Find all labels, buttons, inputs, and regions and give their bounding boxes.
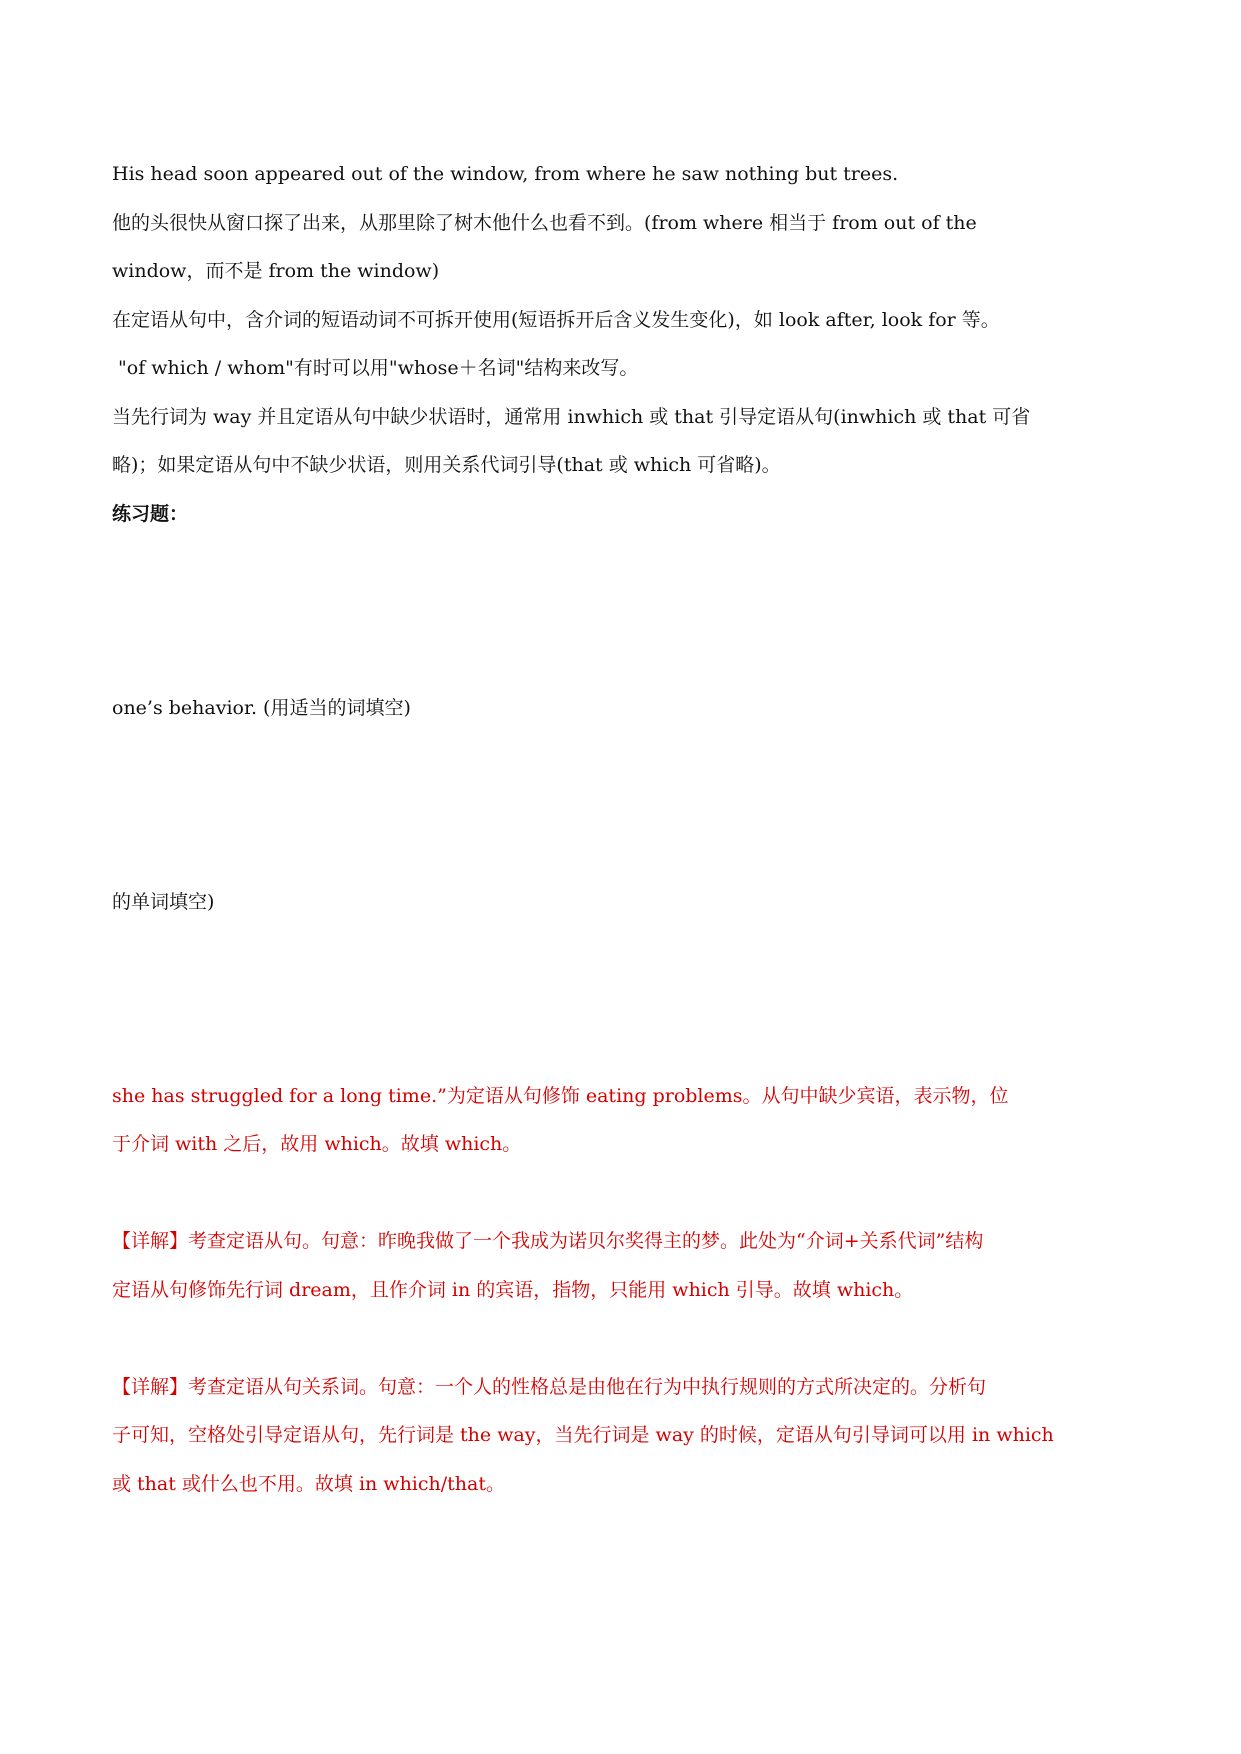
answer-22 (112, 1169, 1142, 1218)
question-21 (112, 538, 1142, 587)
intro-line-4: 在定语从句中，含介词的短语动词不可拆开使用(短语拆开后含义发生变化)，如 look after, look for 等。 (112, 308, 1000, 331)
intro-line-7: 略)；如果定语从句中不缺少状语，则用关系代词引导(that 或 which 可省略)。 (112, 454, 781, 476)
document-page (112, 150, 1142, 1605)
intro-line-5: "of which / whom"有时可以用"whose＋名词"结构来改写。 (112, 357, 639, 379)
answer-22-detail-1: 【详解】考查定语从句。句意：昨晚我做了一个我成为诺贝尔奖得主的梦。此处为“介词+关系代词”结构 (112, 1230, 984, 1252)
question-27 (112, 926, 1142, 975)
answer-24 (112, 1508, 1142, 1557)
question-23-cont: one’s behavior. (用适当的词填空) (112, 696, 411, 719)
answer-21 (112, 975, 1142, 1024)
answer-21-detail-3: 于介词 with 之后，故用 which。故填 which。 (112, 1133, 522, 1155)
answer-23 (112, 1314, 1142, 1363)
intro-line-3: window，而不是 from the window) (112, 260, 440, 282)
intro-line-1: His head soon appeared out of the window, from where he saw nothing but trees. (112, 163, 899, 185)
intro-line-6: 当先行词为 way 并且定语从句中缺少状语时，通常用 inwhich 或 that 引导定语从句(inwhich 或 that 可省 (112, 405, 1031, 428)
answer-22-detail-2: 定语从句修饰先行词 dream，且作介词 in 的宾语，指物，只能用 which 引导。故填 which。 (112, 1278, 914, 1301)
answer-21-detail-1 (112, 1023, 1142, 1072)
answer-23-detail-2: 子可知，空格处引导定语从句，先行词是 the way，当先行词是 way 的时候，定语从句引导词可以用 in which (112, 1424, 1054, 1446)
question-25 (112, 781, 1142, 830)
answer-21-detail-2: she has struggled for a long time.”为定语从句修饰 eating problems。从句中缺少宾语，表示物，位 (112, 1084, 1009, 1107)
answer-24-detail-1 (112, 1557, 1142, 1606)
question-26-cont: 的单词填空) (112, 890, 215, 913)
question-26 (112, 829, 1142, 878)
question-22 (112, 587, 1142, 636)
answer-23-detail-3: 或 that 或什么也不用。故填 in which/that。 (112, 1472, 505, 1495)
answer-23-detail-1: 【详解】考查定语从句关系词。句意：一个人的性格总是由他在行为中执行规则的方式所决定的。分析句 (112, 1375, 987, 1398)
intro-line-2: 他的头很快从窗口探了出来，从那里除了树木他什么也看不到。(from where 相当于 from out of the (112, 211, 977, 234)
question-23 (112, 635, 1142, 684)
exercise-title: 练习题： (112, 502, 189, 525)
question-24 (112, 732, 1142, 781)
